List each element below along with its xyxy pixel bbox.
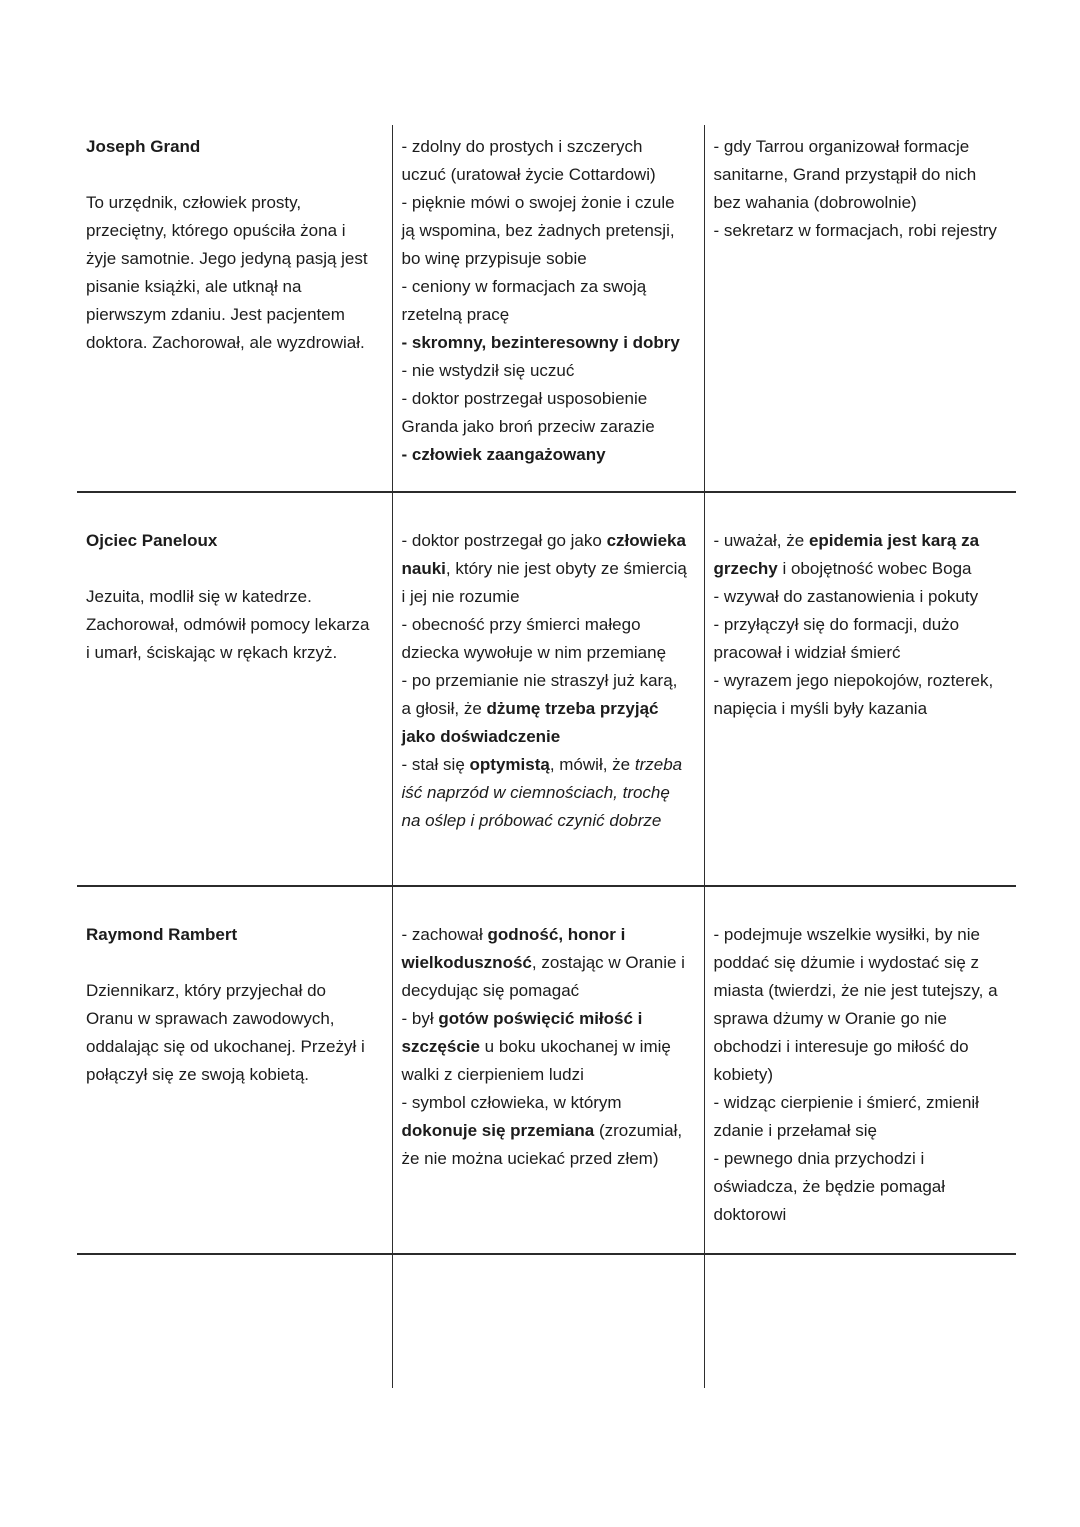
bullet-line <box>402 1089 690 1173</box>
bullet-line <box>402 751 690 835</box>
text-segment: dokonuje się przemiana <box>401 1121 595 1140</box>
bullet-line <box>402 1005 690 1089</box>
character-description: Dziennikarz, który przyjechał do Oranu w sprawach zawodowych, oddalając się od ukochanej. Przeżył i połączył się ze swoją kobietą. <box>86 981 365 1084</box>
text-segment: - przyłączył się do formacji, dużo pracował i widział śmierć <box>713 615 960 662</box>
character-cell <box>77 492 392 886</box>
bullet-line <box>402 357 690 385</box>
text-segment: epidemia jest karą za grzechy <box>713 531 980 578</box>
table-row <box>77 492 1016 886</box>
bullet-line <box>714 1089 1003 1145</box>
text-segment: - pewnego dnia przychodzi i oświadcza, że będzie pomagał doktorowi <box>713 1149 946 1224</box>
text-segment: dżumę trzeba przyjąć jako doświadczenie <box>401 699 659 746</box>
text-segment: , który nie jest obyty ze śmiercią i jej nie rozumie <box>401 559 687 606</box>
bullet-line <box>402 921 690 1005</box>
text-segment: u boku ukochanej w imię walki z cierpieniem ludzi <box>401 1037 671 1084</box>
bullet-line <box>714 583 1003 611</box>
text-segment: - wzywał do zastanowienia i pokuty <box>713 587 979 606</box>
text-segment: - stał się <box>401 755 470 774</box>
character-table <box>77 125 1016 1388</box>
text-segment: - podejmuje wszelkie wysiłki, by nie poddać się dżumie i wydostać się z miasta (twierdzi, że nie jest tutejszy, a sprawa dżumy w Oranie go nie obchodzi i interesuje go miłość do kobiety) <box>713 925 998 1084</box>
bullet-line <box>402 667 690 751</box>
text-segment: gotów poświęcić miłość i szczęście <box>401 1009 643 1056</box>
text-segment: godność, honor i wielkoduszność <box>401 925 626 972</box>
text-segment: , mówił, że <box>549 755 635 774</box>
character-cell <box>77 1254 392 1388</box>
character-cell <box>77 125 392 492</box>
text-segment: - sekretarz w formacjach, robi rejestry <box>713 221 997 240</box>
character-description: To urzędnik, człowiek prosty, przeciętny, którego opuściła żona i żyje samotnie. Jego jedyną pasją jest pisanie książki, ale utknął na pierwszym zdaniu. Jest pacjentem doktora. Zachorował, ale wyzdrowiał. <box>86 193 368 352</box>
table-row <box>77 1254 1016 1388</box>
actions-cell <box>704 1254 1016 1388</box>
bullet-line <box>714 921 1003 1089</box>
text-segment: - nie wstydził się uczuć <box>401 361 575 380</box>
bullet-line <box>402 189 690 273</box>
text-segment: - uważał, że <box>713 531 809 550</box>
text-segment: - wyrazem jego niepokojów, rozterek, napięcia i myśli były kazania <box>713 671 994 718</box>
bullet-line <box>402 133 690 189</box>
bullet-line <box>402 527 690 611</box>
bullet-line <box>714 611 1003 667</box>
bullet-line <box>402 611 690 667</box>
bullet-line <box>714 133 1003 217</box>
table-row <box>77 886 1016 1254</box>
text-segment: - po przemianie nie straszył już karą, a głosił, że <box>401 671 678 718</box>
text-segment: człowieka nauki <box>401 531 686 578</box>
actions-cell <box>704 125 1016 492</box>
text-segment: , zostając w Oranie i decydując się pomagać <box>401 953 685 1000</box>
bullet-line <box>714 1145 1003 1229</box>
character-description: Jezuita, modlił się w katedrze. Zachorował, odmówił pomocy lekarza i umarł, ściskając w rękach krzyż. <box>86 587 370 662</box>
actions-cell <box>704 886 1016 1254</box>
table-row <box>77 125 1016 492</box>
text-segment: optymistą <box>469 755 550 774</box>
character-cell <box>77 886 392 1254</box>
traits-cell <box>392 886 704 1254</box>
bullet-line <box>714 217 1003 245</box>
text-segment: - gdy Tarrou organizował formacje sanitarne, Grand przystąpił do nich bez wahania (dobrowolnie) <box>713 137 977 212</box>
character-name: Joseph Grand <box>86 137 201 156</box>
text-segment: - skromny, bezinteresowny i dobry <box>401 333 680 352</box>
text-segment: - był <box>401 1009 439 1028</box>
bullet-line <box>714 667 1003 723</box>
text-segment: - widząc cierpienie i śmierć, zmienił zdanie i przełamał się <box>713 1093 979 1140</box>
text-segment: - pięknie mówi o swojej żonie i czule ją wspomina, bez żadnych pretensji, bo winę przypisuje sobie <box>401 193 675 268</box>
actions-cell <box>704 492 1016 886</box>
text-segment: - człowiek zaangażowany <box>401 445 606 464</box>
text-segment: - doktor postrzegał usposobienie Granda jako broń przeciw zarazie <box>401 389 655 436</box>
text-segment: - obecność przy śmierci małego dziecka wywołuje w nim przemianę <box>401 615 667 662</box>
bullet-line <box>402 441 690 469</box>
text-segment: trzeba iść naprzód w ciemnościach, trochę na oślep i próbować czynić dobrze <box>401 755 683 830</box>
character-name: Ojciec Paneloux <box>86 531 218 550</box>
text-segment: - symbol człowieka, w którym <box>401 1093 622 1112</box>
text-segment: - zdolny do prostych i szczerych uczuć (uratował życie Cottardowi) <box>401 137 656 184</box>
traits-cell <box>392 125 704 492</box>
text-segment: i obojętność wobec Boga <box>777 559 972 578</box>
character-name: Raymond Rambert <box>86 925 238 944</box>
traits-cell <box>392 492 704 886</box>
text-segment: - ceniony w formacjach za swoją rzetelną pracę <box>401 277 647 324</box>
text-segment: - doktor postrzegał go jako <box>401 531 607 550</box>
text-segment: - zachował <box>401 925 488 944</box>
bullet-line <box>402 385 690 441</box>
bullet-line <box>714 527 1003 583</box>
bullet-line <box>402 273 690 329</box>
bullet-line <box>402 329 690 357</box>
text-segment: (zrozumiał, że nie można uciekać przed złem) <box>401 1121 683 1168</box>
traits-cell <box>392 1254 704 1388</box>
